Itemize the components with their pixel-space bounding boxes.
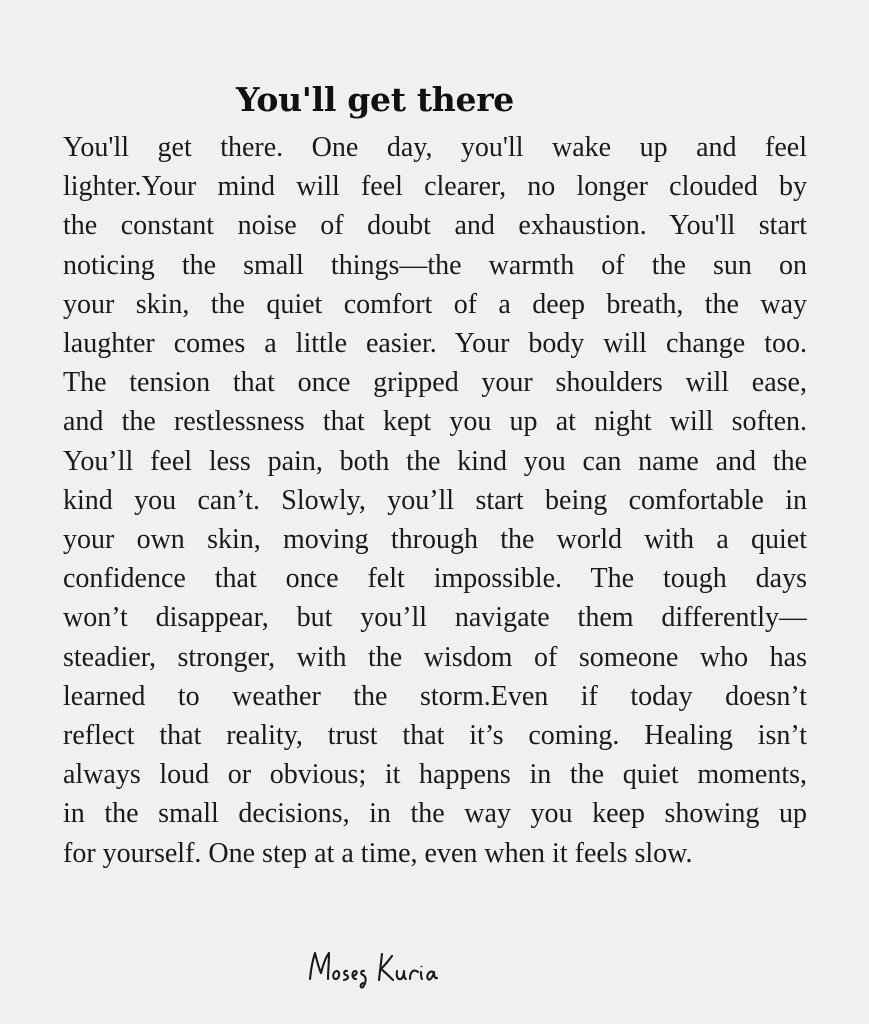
text-line: the constant noise of doubt and exhaustion. You'll start — [63, 210, 807, 242]
text-line: in the small decisions, in the way you keep showing up — [63, 798, 807, 830]
text-line: steadier, stronger, with the wisdom of someone who has — [63, 641, 807, 673]
text-line: won’t disappear, but you’ll navigate them differently— — [63, 602, 807, 634]
text-line: confidence that once felt impossible. The tough days — [63, 563, 807, 595]
text-line: kind you can’t. Slowly, you’ll start being comfortable in — [63, 484, 807, 516]
text-line: You’ll feel less pain, both the kind you can name and the — [63, 445, 807, 477]
text-line: The tension that once gripped your shoulders will ease, — [63, 367, 807, 399]
text-line: your skin, the quiet comfort of a deep breath, the way — [63, 288, 807, 320]
signature-drawing — [300, 945, 460, 995]
page-title: You'll get there — [236, 80, 514, 119]
body-text — [63, 128, 807, 873]
text-line: reflect that reality, trust that it’s coming. Healing isn’t — [63, 720, 807, 752]
text-line: You'll get there. One day, you'll wake up and feel — [63, 132, 807, 163]
text-line: noticing the small things—the warmth of the sun on — [63, 249, 807, 281]
text-line: and the restlessness that kept you up at night will soften. — [63, 406, 807, 438]
text-line: learned to weather the storm.Even if today doesn’t — [63, 680, 807, 712]
text-line: your own skin, moving through the world with a quiet — [63, 524, 807, 556]
text-line: lighter.Your mind will feel clearer, no longer clouded by — [63, 171, 807, 203]
author-signature — [300, 945, 460, 995]
text-line: always loud or obvious; it happens in the quiet moments, — [63, 759, 807, 791]
text-line: laughter comes a little easier. Your body will change too. — [63, 328, 807, 360]
text-line: for yourself. One step at a time, even when it feels slow. — [63, 837, 693, 869]
